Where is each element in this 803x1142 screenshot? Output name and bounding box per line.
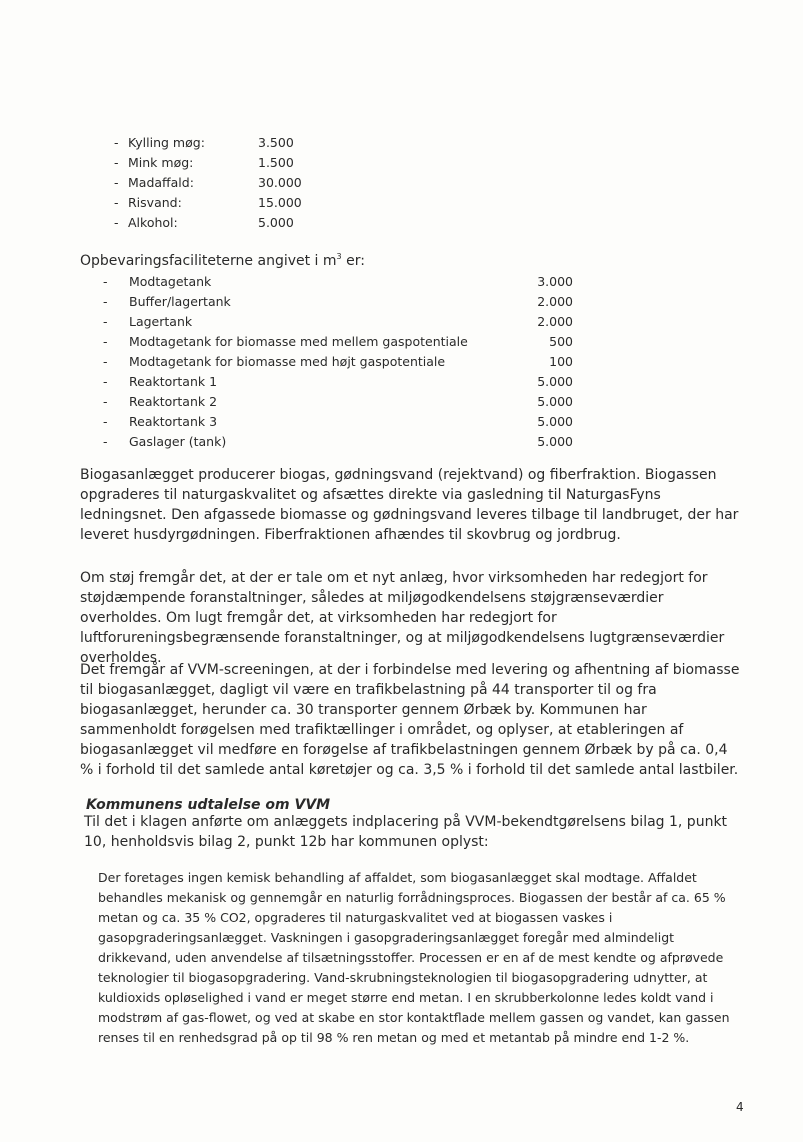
quoted-statement: Der foretages ingen kemisk behandling af affaldet, som biogasanlægget skal modtage. Affaldet behandles mekanisk og gennemgår en naturlig forrådningsproces. Biogassen der består af ca. 65 % metan og ca. 35 % CO2, opgraderes til naturgaskvalitet ved at biogassen vaskes i gasopgraderingsanlægget. Vaskningen i gasopgraderingsanlægget foregår med almindeligt drikkevand, uden anvendelse af tilsætningsstoffer. Processen er en af de mest kendte og afprøvede teknologier til biogasopgradering. Vand-skrubningsteknologien til biogasopgradering udnytter, at kuldioxids opløselighed i vand er meget større end metan. I en skrubberkolonne ledes koldt vand i modstrøm af gas-flowet, og ved at skabe en stor kontaktflade mellem gassen og vandet, kan gassen renses til en renhedsgrad på op til 98 % ren metan og med et metantab på mindre end 1-2 %.: [98, 870, 730, 1045]
storage-list: [103, 272, 573, 452]
list-item: - Modtagetank 3.000: [103, 274, 573, 289]
paragraph-traffic: Det fremgår af VVM-screeningen, at der i forbindelse med levering og afhentning af biomasse til biogasanlægget, dagligt vil være en trafikbelastning på 44 transporter til og fra biogasanlægget, herunder ca. 30 transporter gennem Ørbæk by. Kommunen har sammenholdt forøgelsen med trafiktællinger i området, og oplyser, at etableringen af biogasanlægget vil medføre en forøgelse af trafikbelastningen gennem Ørbæk by på ca. 0,4 % i forhold til det samlede antal køretøjer og ca. 3,5 % i forhold til det samlede antal lastbiler.: [80, 662, 740, 778]
list-item: - Gaslager (tank) 5.000: [103, 434, 573, 449]
section-heading: Kommunens udtalelse om VVM: [86, 797, 331, 813]
paragraph-municipality-statement: Til det i klagen anførte om anlæggets indplacering på VVM-bekendtgørelsens bilag 1, punkt 10, henholdsvis bilag 2, punkt 12b har kommunen oplyst:: [84, 814, 728, 850]
paragraph-noise-odour: Om støj fremgår det, at der er tale om et nyt anlæg, hvor virksomheden har redegjort for støjdæmpende foranstaltninger, således at miljøgodkendelsens støjgrænseværdier overholdes. Om lugt fremgår det, at virksomheden har redegjort for luftforureningsbegrænsende foranstaltninger, og at miljøgodkendelsens lugtgrænseværdier overholdes.: [80, 570, 725, 666]
list-item: - Reaktortank 1 5.000: [103, 374, 573, 389]
list-item: - Reaktortank 2 5.000: [103, 394, 573, 409]
list-item: - Reaktortank 3 5.000: [103, 414, 573, 429]
storage-heading: Opbevaringsfaciliteterne angivet i $m^3$ er:: [80, 252, 365, 269]
list-item: - Modtagetank for biomasse med mellem gaspotentiale 500: [103, 334, 573, 349]
list-item: - Buffer/lagertank 2.000: [103, 294, 573, 309]
page-number: 4: [736, 1100, 744, 1114]
list-item: - Modtagetank for biomasse med højt gaspotentiale 100: [103, 354, 573, 369]
list-item: - Lagertank 2.000: [103, 314, 573, 329]
paragraph-biogas-output: Biogasanlægget producerer biogas, gødningsvand (rejektvand) og fiberfraktion. Biogassen opgraderes til naturgaskvalitet og afsættes direkte via gasledning til NaturgasFyns ledningsnet. Den afgassede biomasse og gødningsvand leveres tilbage til landbruget, der har leveret husdyrgødningen. Fiberfraktionen afhændes til skovbrug og jordbrug.: [80, 467, 739, 543]
document-page: - Kylling møg: 3.500 - Mink møg: 1.500 - Madaffald: 30.000 - Risvand: 15.000 - Alkohol: 5.000 Opbevaringsfaciliteterne angivet i $m^3$ er: - Modtagetank 3.000 - Buffer/lagertank 2.000 - Lagertank 2.000 - Modtagetank for biomasse med mellem gaspotentiale 500 - Modtagetank for biomasse med højt gaspotentiale 100 - Reaktortank 1 5.000 - Reaktortank 2 5.000 - Reaktortank 3 5.000 - Gaslager (tank) 5.000 Biogasanlægget producerer biogas, gødningsvand (rejektvand) og fiberfraktion. Biogassen opgraderes til naturgaskvalitet og afsættes direkte via gasledning til NaturgasFyns ledningsnet. Den afgassede biomasse og gødningsvand leveres tilbage til landbruget, der har leveret husdyrgødningen. Fiberfraktionen afhændes til skovbrug og jordbrug. Om støj fremgår det, at der er tale om et nyt anlæg, hvor virksomheden har redegjort for støjdæmpende foranstaltninger, således at miljøgodkendelsens støjgrænseværdier overholdes. Om lugt fremgår det, at virksomheden har redegjort for luftforureningsbegrænsende foranstaltninger, og at miljøgodkendelsens lugtgrænseværdier overholdes. Det fremgår af VVM-screeningen, at der i forbindelse med levering og afhentning af biomasse til biogasanlægget, dagligt vil være en trafikbelastning på 44 transporter til og fra biogasanlægget, herunder ca. 30 transporter gennem Ørbæk by. Kommunen har sammenholdt forøgelsen med trafiktællinger i området, og oplyser, at etableringen af biogasanlægget vil medføre en forøgelse af trafikbelastningen gennem Ørbæk by på ca. 0,4 % i forhold til det samlede antal køretøjer og ca. 3,5 % i forhold til det samlede antal lastbiler. Kommunens udtalelse om VVM Til det i klagen anførte om anlæggets indplacering på VVM-bekendtgørelsens bilag 1, punkt 10, henholdsvis bilag 2, punkt 12b har kommunen oplyst: Der foretages ingen kemisk behandling af affaldet, som biogasanlægget skal modtage. Affaldet behandles mekanisk og gennemgår en naturlig forrådningsproces. Biogassen der består af ca. 65 % metan og ca. 35 % CO2, opgraderes til naturgaskvalitet ved at biogassen vaskes i gasopgraderingsanlægget. Vaskningen i gasopgraderingsanlægget foregår med almindeligt drikkevand, uden anvendelse af tilsætningsstoffer. Processen er en af de mest kendte og afprøvede teknologier til biogasopgradering. Vand-skrubningsteknologien til biogasopgradering udnytter, at kuldioxids opløselighed i vand er meget større end metan. I en skrubberkolonne ledes koldt vand i modstrøm af gas-flowet, og ved at skabe en stor kontaktflade mellem gassen og vandet, kan gassen renses til en renhedsgrad på op til 98 % ren metan og med et metantab på mindre end 1-2 %. 4: [0, 0, 803, 1142]
